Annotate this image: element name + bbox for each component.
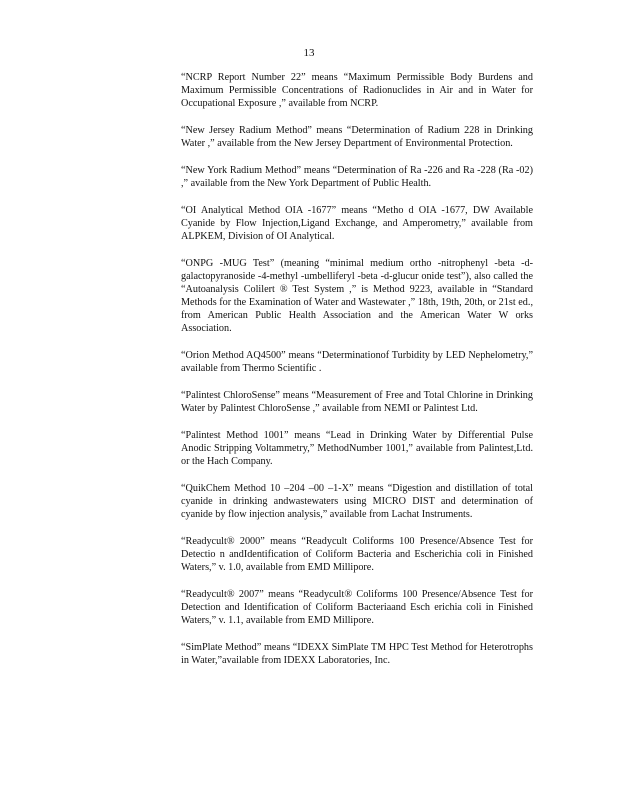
definition-onpg-mug-test: “ONPG -MUG Test” (meaning “minimal medium ortho -nitrophenyl -beta -d-galactopyranoside -4-methyl -umbelliferyl -beta -d-glucur onide test”), also called the “Autoanalysis Colilert ® Test System ,” is Method 9223, available in “Standard Methods for the Examination of Water and Wastewater ,” 18th, 19th, 20th, or 21st ed., from American Public Health Association and the American Water W orks Association. <box>181 258 533 334</box>
definition-palintest-chlorosense: “Palintest ChloroSense” means “Measurement of Free and Total Chlorine in Drinking Water by Palintest ChloroSense ,” available from NEMI or Palintest Ltd. <box>181 390 533 414</box>
definitions-list <box>181 71 533 681</box>
definition-new-jersey-radium-method: “New Jersey Radium Method” means “Determination of Radium 228 in Drinking Water ,” available from the New Jersey Department of Environmental Protection. <box>181 125 533 149</box>
definition-simplate-method: “SimPlate Method” means “IDEXX SimPlate TM HPC Test Method for Heterotrophs in Water,”available from IDEXX Laboratories, Inc. <box>181 642 533 666</box>
definition-ncrp-report-22: “NCRP Report Number 22” means “Maximum Permissible Body Burdens and Maximum Permissible Concentrations of Radionuclides in Air and in Water for Occupational Exposure ,” available from NCRP. <box>181 72 533 109</box>
definition-readycult-2000: “Readycult® 2000” means “Readycult Coliforms 100 Presence/Absence Test for Detectio n andIdentification of Coliform Bacteria and Escherichia coli in Finished Waters,” v. 1.0, available from EMD Millipore. <box>181 536 533 573</box>
definition-oi-analytical-oia-1677: “OI Analytical Method OIA -1677” means “Metho d OIA -1677, DW Available Cyanide by Flow Injection,Ligand Exchange, and Amperometry,” available from ALPKEM, Division of OI Analytical. <box>181 205 533 242</box>
page-number: 13 <box>303 47 315 59</box>
definition-quikchem-method: “QuikChem Method 10 –204 –00 –1-X” means “Digestion and distillation of total cyanide in drinking andwastewaters using MICRO DIST and determination of cyanide by flow injection analysis,” available from Lachat Instruments. <box>181 483 533 520</box>
definition-readycult-2007: “Readycult® 2007” means “Readycult® Coliforms 100 Presence/Absence Test for Detection and Identification of Coliform Bacteriaand Esch erichia coli in Finished Waters,” v. 1.1, available from EMD Millipore. <box>181 589 533 626</box>
definition-orion-aq4500: “Orion Method AQ4500” means “Determinationof Turbidity by LED Nephelometry,” available from Thermo Scientific . <box>181 350 533 374</box>
definition-palintest-method-1001: “Palintest Method 1001” means “Lead in Drinking Water by Differential Pulse Anodic Stripping Voltammetry,” MethodNumber 1001,” available from Palintest,Ltd. or the Hach Company. <box>181 430 533 467</box>
definition-new-york-radium-method: “New York Radium Method” means “Determination of Ra -226 and Ra -228 (Ra -02) ,” available from the New York Department of Public Health. <box>181 165 533 189</box>
